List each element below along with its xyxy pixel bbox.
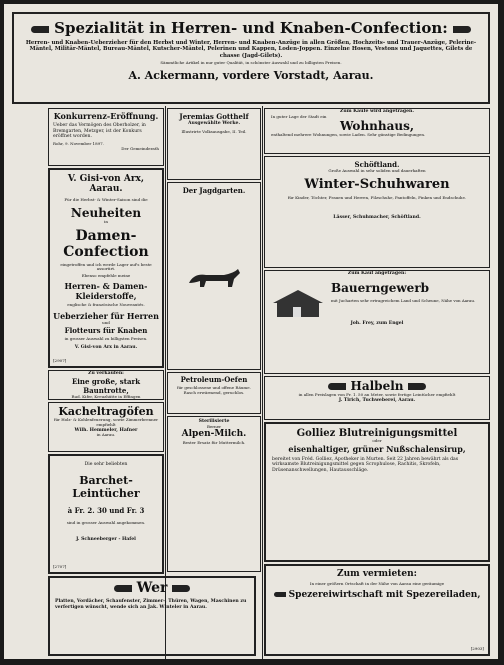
gisi-firm: V. Gisi-von Arx in Aarau. bbox=[74, 345, 138, 351]
gotthelf-ad bbox=[167, 108, 261, 180]
konkurs-date: Rohr, 9. November 1897. bbox=[53, 140, 104, 146]
alpen-title: Sterilisierte bbox=[198, 419, 230, 424]
war-big: Wer bbox=[136, 580, 168, 596]
gisi-nouveautes: englische & französische Nouveautés. bbox=[67, 301, 145, 307]
pointing-hand-left-icon bbox=[328, 383, 346, 390]
verkaufen-big: Eine große, stark Bauntrotte, bbox=[71, 376, 141, 395]
gisi-ad bbox=[48, 168, 164, 368]
petrol-body: für geschlossene und offene Räume. Rasch erwärmend, geruchlos. bbox=[177, 385, 251, 395]
vermieten-ad bbox=[264, 564, 490, 656]
header-firm: A. Ackermann, vordere Vorstadt, Aarau. bbox=[128, 69, 374, 83]
kaufe-sub: In guter Lage der Stadt ein bbox=[271, 113, 327, 119]
gisi-neuheiten: Neuheiten bbox=[70, 205, 142, 220]
kachel-big: Kacheltragöfen bbox=[58, 405, 154, 418]
pointing-hand-right-icon bbox=[453, 26, 471, 33]
gisi-ueberzieher: Ueberzieher für Herren bbox=[53, 310, 159, 321]
gisi-auswahl: in grosser Auswahl zu billigsten Preisen. bbox=[64, 335, 148, 341]
konkurs-ad bbox=[48, 108, 164, 166]
verkaufen-ad bbox=[48, 370, 164, 400]
gisi-sub: eingetroffen und ich werde Lager auf's beste assortirt. bbox=[60, 261, 152, 272]
war-title-row bbox=[50, 580, 254, 596]
bauer-body: mit Jucharten sehr ertragreichem Land und Scheune, Nähe von Aarau. bbox=[331, 297, 476, 303]
barchet-firm: J. Schneeberger - Hafel bbox=[76, 537, 136, 543]
alpen-ad bbox=[167, 416, 261, 572]
golliez-body: bereitet von Fréd. Golliez, Apotheker in Murten. Seit 22 Jahren bewährt als das wirksamste Blutreinigungsmittel gegen Scrophulose, Rachitis, Skrofeln, Drüsenanschwellungen, Hautausschläge. bbox=[272, 456, 459, 473]
barchet-title: Die sehr beliebten bbox=[84, 462, 128, 467]
golliez-big: eisenhaltiger, grüner Nußschalensirup, bbox=[288, 443, 466, 454]
gotthelf-body: Illustrirte Volksausgabe, II. Teil. bbox=[181, 128, 247, 134]
gotthelf-sub: Ausgewählte Werke. bbox=[187, 121, 241, 126]
petrol-ad bbox=[167, 372, 261, 414]
halbeln-ad bbox=[264, 376, 490, 420]
gisi-und: und bbox=[102, 319, 110, 325]
golliez-ad bbox=[264, 422, 490, 562]
bauer-big: Bauerngewerb bbox=[331, 280, 430, 295]
barchet-number: [2707] bbox=[53, 564, 67, 570]
kaufe-body: enthaltend mehrere Wohnungen, sowie Laden. Sehr günstige Bedingungen. bbox=[271, 132, 426, 138]
konkurs-title: Konkurrenz-Eröffnung. bbox=[53, 111, 159, 121]
winter-ad bbox=[264, 156, 490, 268]
war-ad bbox=[48, 576, 256, 656]
bauer-ad bbox=[264, 270, 490, 374]
verkaufen-title: Zu verkaufen: bbox=[88, 371, 124, 376]
jagd-title: Der Jagdgarten. bbox=[182, 186, 246, 195]
barchet-price: à Fr. 2. 30 und Fr. 3 bbox=[67, 505, 145, 515]
newspaper-ad-page bbox=[4, 4, 498, 659]
gisi-number: [2907] bbox=[53, 358, 67, 364]
vermieten-body: In einer größern Ortschaft in der Nähe von Aarau eine geräumige bbox=[309, 581, 445, 586]
header-title: Spezialität in Herren- und Knaben-Confection: bbox=[54, 19, 448, 37]
kachel-place: in Aarau. bbox=[96, 432, 116, 438]
jagd-ad bbox=[167, 182, 261, 370]
halbeln-title-row bbox=[265, 379, 489, 393]
winter-title: Schöftland. bbox=[354, 160, 400, 169]
header-ad bbox=[12, 12, 490, 104]
kachel-ad bbox=[48, 402, 164, 452]
gisi-also: Ebenso empfehle meine bbox=[81, 273, 131, 279]
kachel-also: empfiehlt bbox=[96, 421, 116, 427]
halbeln-big: Halbeln bbox=[350, 379, 404, 393]
bauer-firm: Joh. Frey, zum Engel bbox=[350, 321, 404, 327]
kaufe-ad bbox=[264, 108, 490, 154]
pointing-hand-left-icon bbox=[114, 585, 132, 592]
vermieten-big-row bbox=[266, 590, 488, 600]
vermieten-big: Spezereiwirtschaft mit Spezereiladen, bbox=[288, 589, 481, 600]
barchet-big: Barchet-Leintücher bbox=[72, 473, 140, 500]
halbeln-firm: J. Tirich, Tuchweberei, Aarau. bbox=[338, 397, 416, 403]
farmhouse-illustration-icon bbox=[271, 287, 325, 319]
golliez-sub: oder bbox=[372, 438, 382, 443]
gotthelf-title: Jeremias Gotthelf bbox=[179, 112, 249, 121]
pointing-hand-right-icon bbox=[408, 383, 426, 390]
header-title-row bbox=[14, 19, 488, 37]
vermieten-number: [2903] bbox=[470, 646, 484, 652]
gisi-title: V. Gisi-von Arx, Aarau. bbox=[67, 174, 145, 194]
kachel-sub: für Holz- & Kohlenfeuerung, sowie Zimmerbrenner bbox=[53, 417, 159, 422]
war-body: Platten, Vordächer, Schaufenster, Zimmer-, Thüren, Wagen, Maschinen zu verfertigen wünscht, wende sich an Jak. Winteler in Aarau. bbox=[55, 599, 247, 610]
header-body: Herren- und Knaben-Ueberzieher für den Herbst und Winter, Herren- und Knaben-Anzüge in allen Größen, Hochzeits- und Trauer-Anzüge, Pelerine-Mäntel, Militär-Mäntel, Bureau-Mäntel, Kutscher-Mäntel, Pelerinen und Kappen, Loden-Joppen. Einzelne Hosen, Vestons und Jaquettes, Gilets de chasse (Jagd-Gilets). bbox=[25, 40, 477, 59]
kachel-firm: Wilh. Hemmeler, Hafner bbox=[74, 427, 138, 433]
winter-firm: Lässer, Schuhmacher, Schöftland. bbox=[333, 214, 421, 220]
gisi-in: in bbox=[104, 218, 108, 224]
winter-body: für Kinder, Töchter, Frauen und Herren, Filzschuhe, Pantoffeln, Finken und Endschuhe. bbox=[287, 194, 467, 200]
konkurs-body: Ueber das Vermögen des Oberholzer, in Bremgarten, Metzger, ist der Konkurs eröffnet worden. bbox=[53, 123, 146, 139]
vermieten-title: Zum vermieten: bbox=[337, 569, 417, 579]
bauer-title: Zum Kauf angetragen: bbox=[347, 271, 407, 276]
pointing-hand-left-icon bbox=[31, 26, 49, 33]
pointing-hand-right-icon bbox=[172, 585, 190, 592]
golliez-title: Golliez Blutreinigungsmittel bbox=[296, 428, 458, 439]
kaufe-big: Wohnhaus, bbox=[339, 119, 415, 134]
alpen-sub: Berner bbox=[206, 423, 222, 429]
verkaufen-firm: Rud. Kifer, Kreuzhütte in Effingen bbox=[71, 393, 141, 399]
column-divider bbox=[262, 106, 263, 659]
gisi-intro: Für die Herbst- & Winter-Saison sind die bbox=[64, 197, 148, 202]
konkurs-signature: Der Gemeinderath bbox=[121, 146, 159, 152]
alpen-body: Bester Ersatz für Muttermilch. bbox=[182, 440, 246, 446]
gisi-damen-confection: Damen-Confection bbox=[63, 227, 149, 260]
dog-illustration-icon bbox=[184, 265, 244, 291]
barchet-body: sind in grosser Auswahl angekommen. bbox=[66, 519, 146, 525]
winter-big: Winter-Schuhwaren bbox=[304, 176, 450, 192]
petrol-title: Petroleum-Oefen bbox=[180, 375, 248, 384]
kaufe-title: Zum Kaufe wird angetragen. bbox=[340, 109, 414, 114]
alpen-big: Alpen-Milch. bbox=[181, 429, 247, 440]
gisi-flotteurs: Flotteurs für Knaben bbox=[64, 325, 148, 335]
pointing-hand-left-icon bbox=[274, 592, 286, 597]
halbeln-body: in allen Preislagen von Fr. 1. 50 an Meter, sowie fertige Leintücher empfiehlt bbox=[298, 392, 456, 397]
winter-sub: Große Auswahl in sehr soliden und dauerhaften bbox=[328, 168, 426, 173]
gisi-kleiderstoffe: Herren- & Damen-Kleiderstoffe, bbox=[64, 280, 148, 301]
header-note: Sämmtliche Artikel in nur guter Qualität, in schönster Auswahl und zu billigsten Preisen. bbox=[160, 60, 342, 66]
barchet-ad bbox=[48, 454, 164, 574]
